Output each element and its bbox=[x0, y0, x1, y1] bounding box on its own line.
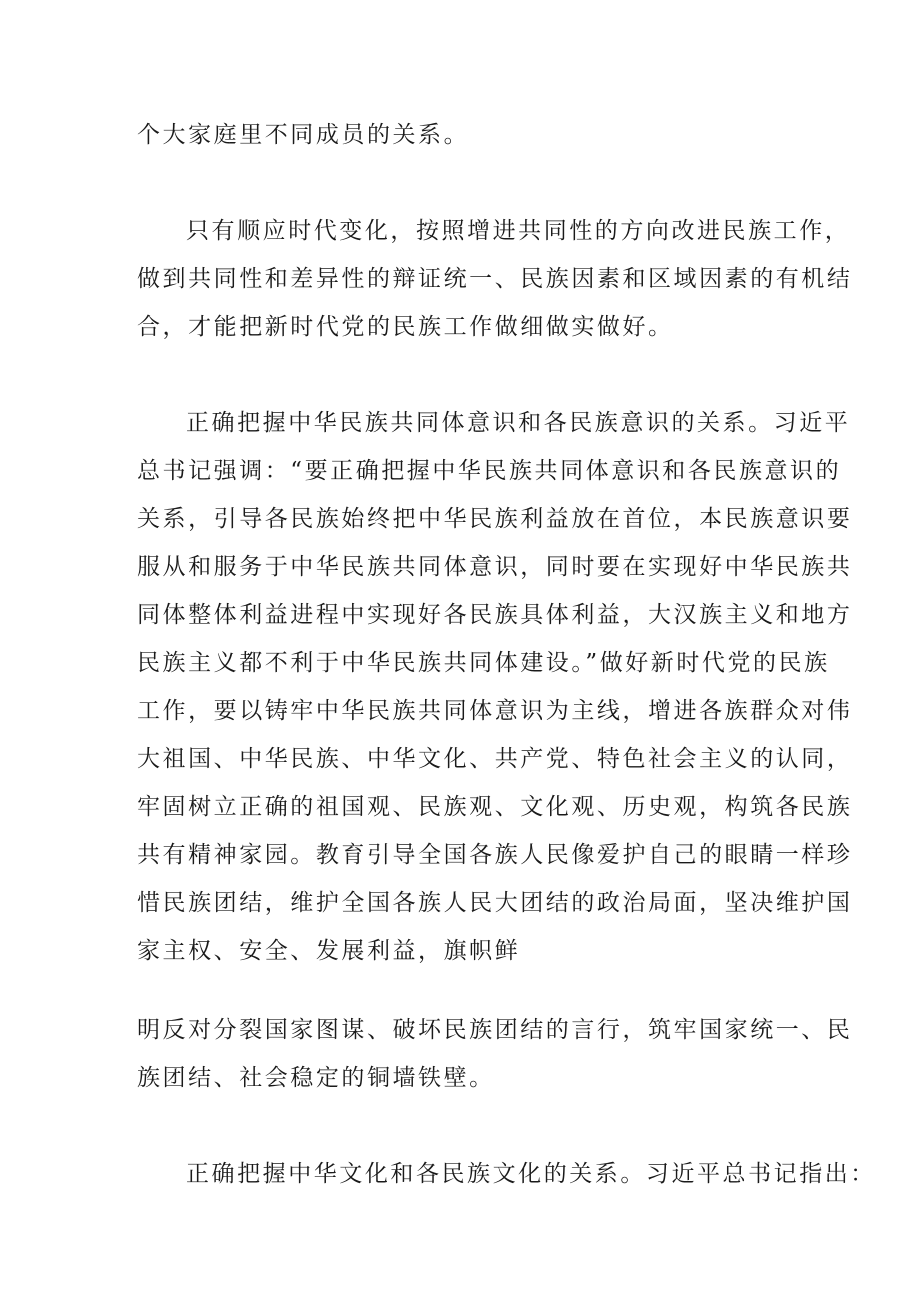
text-line: 明反对分裂国家图谋、破坏民族团结的言行，筑牢国家统一、民 bbox=[137, 1017, 853, 1043]
text-line: 民族主义都不利于中华民族共同体建设。”做好新时代党的民族 bbox=[137, 650, 830, 676]
text-line: 关系，引导各民族始终把中华民族利益放在首位，本民族意识要 bbox=[137, 506, 853, 532]
text-line: 个大家庭里不同成员的关系。 bbox=[137, 122, 470, 148]
text-line: 同体整体利益进程中实现好各民族具体利益，大汉族主义和地方 bbox=[137, 602, 853, 628]
text-line: 共有精神家园。教育引导全国各族人民像爱护自己的眼睛一样珍 bbox=[137, 842, 853, 868]
text-line: 服从和服务于中华民族共同体意识，同时要在实现好中华民族共 bbox=[137, 554, 853, 580]
text-line: 只有顺应时代变化，按照增进共同性的方向改进民族工作， bbox=[186, 218, 851, 244]
text-line: 正确把握中华文化和各民族文化的关系。习近平总书记指出： bbox=[186, 1161, 876, 1187]
text-line: 族团结、社会稳定的铜墙铁壁。 bbox=[137, 1065, 495, 1091]
text-line: 合，才能把新时代党的民族工作做细做实做好。 bbox=[137, 314, 674, 340]
text-line: 工作，要以铸牢中华民族共同体意识为主线，增进各族群众对伟 bbox=[137, 698, 853, 724]
text-line: 牢固树立正确的祖国观、民族观、文化观、历史观，构筑各民族 bbox=[137, 794, 853, 820]
text-line: 大祖国、中华民族、中华文化、共产党、特色社会主义的认同， bbox=[137, 746, 853, 772]
text-line: 正确把握中华民族共同体意识和各民族意识的关系。习近平 bbox=[186, 410, 851, 436]
text-line: 总书记强调：“要正确把握中华民族共同体意识和各民族意识的 bbox=[137, 458, 842, 484]
text-line: 家主权、安全、发展利益，旗帜鲜 bbox=[137, 938, 521, 964]
text-line: 做到共同性和差异性的辩证统一、民族因素和区域因素的有机结 bbox=[137, 266, 853, 292]
text-line: 惜民族团结，维护全国各族人民大团结的政治局面，坚决维护国 bbox=[137, 890, 853, 916]
